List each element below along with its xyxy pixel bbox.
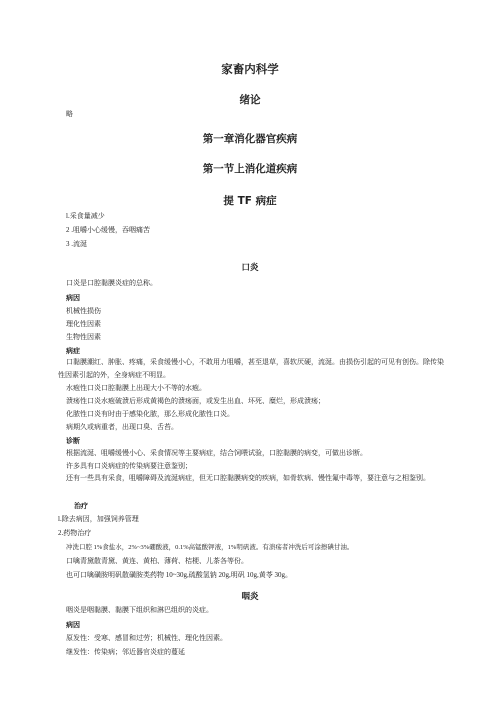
- section-heading: 第一节上消化道疾病: [202, 163, 298, 175]
- treatment-item: 也可口噙磺胺明矾散磺胺类药物 10~30g,硫酸氢钠 20g,明矾 10g,黄苓 30g。: [66, 571, 293, 579]
- cause-item: 原发性：受寒、感冒和过劳；机械性、理化性因素。: [66, 634, 227, 642]
- topic-heading: 提 TF 病症: [223, 195, 277, 207]
- document-title: 家畜内科学: [221, 62, 279, 76]
- list-item: 2 .咀嚼小心缓慢，吞咽痛苦: [66, 226, 150, 234]
- treatment-item: 口噙青黛散青黛、黄连、黄柏、薄荷、桔梗、儿茶各等份。: [66, 557, 248, 565]
- pharyngitis-heading: 咽炎: [241, 592, 259, 602]
- chapter-heading: 第一章消化器官疾病: [202, 133, 298, 145]
- symptom-paragraph: 口黏膜潮红、肿胀、疼痛，采食缓慢小心，不敢用力咀嚼，甚至退草，喜软厌硬，流涎。由损伤引起的可见有创伤。除传染性因素引起的外，全身病症不明显。: [58, 358, 444, 379]
- diagnosis-paragraph: 许多具有口炎病症的传染病要注意鉴别；: [66, 462, 192, 470]
- intro-body: 略: [66, 110, 73, 118]
- list-item: 3 .流涎: [66, 240, 87, 248]
- symptom-paragraph: 溃疡性口炎水疱破溃后形成黄褐色的溃疡面，或发生出血、坏死、糜烂，形成溃疡；: [66, 397, 325, 405]
- cause-item: 继发性：传染病；邻近器官炎症的蔓延: [66, 648, 185, 656]
- pharyngitis-cause-heading: 病因: [66, 621, 80, 629]
- stomatitis-intro: 口炎是口腔黏膜炎症的总称。: [66, 279, 157, 287]
- diagnosis-paragraph: 还有一些具有采食，咀嚼障碍及流涎病症，但无口腔黏膜病变的疾病，如骨软病、慢性氟中毒等，要注意与之相鉴别。: [66, 474, 430, 482]
- diagnosis-paragraph: 根据流涎、咀嚼缓慢小心、采食情况等主要病症，结合饲喂试验，口腔黏膜的病变，可做出诊断。: [66, 449, 367, 457]
- list-item: l.采食量减少: [66, 212, 105, 220]
- symptom-paragraph: 病期久或病重者，出现口臭、舌苔。: [66, 423, 178, 431]
- symptom-paragraph: 化脓性口炎有时由于感染化脓，那么形成化脓性口炎。: [66, 410, 234, 418]
- intro-heading: 绪论: [239, 94, 261, 106]
- stomatitis-treatment-heading: 治疗: [74, 502, 88, 510]
- treatment-item: l.除去病因，加强饲养管理: [58, 515, 139, 523]
- stomatitis-diagnosis-heading: 诊断: [66, 437, 80, 445]
- stomatitis-heading: 口炎: [241, 263, 259, 273]
- cause-item: 机械性损伤: [66, 307, 101, 315]
- treatment-item: 冲洗口腔 1%食盐水，2%~3%硼酸液，0.1%高锰酸钾液，1%明矾液。有溃疡者冲洗后可涂擦碘甘油。: [66, 544, 354, 551]
- cause-item: 理化性因素: [66, 320, 101, 328]
- cause-item: 生物性因素: [66, 333, 101, 341]
- treatment-item: 2.药物治疗: [58, 529, 92, 537]
- stomatitis-cause-heading: 病因: [66, 294, 80, 302]
- stomatitis-symptom-heading: 病症: [66, 347, 80, 355]
- symptom-paragraph: 水疱性口炎口腔黏膜上出现大小不等的水疱。: [66, 384, 206, 392]
- pharyngitis-intro: 咽炎是咽黏膜、黏膜下组织和淋巴组织的炎症。: [66, 606, 213, 614]
